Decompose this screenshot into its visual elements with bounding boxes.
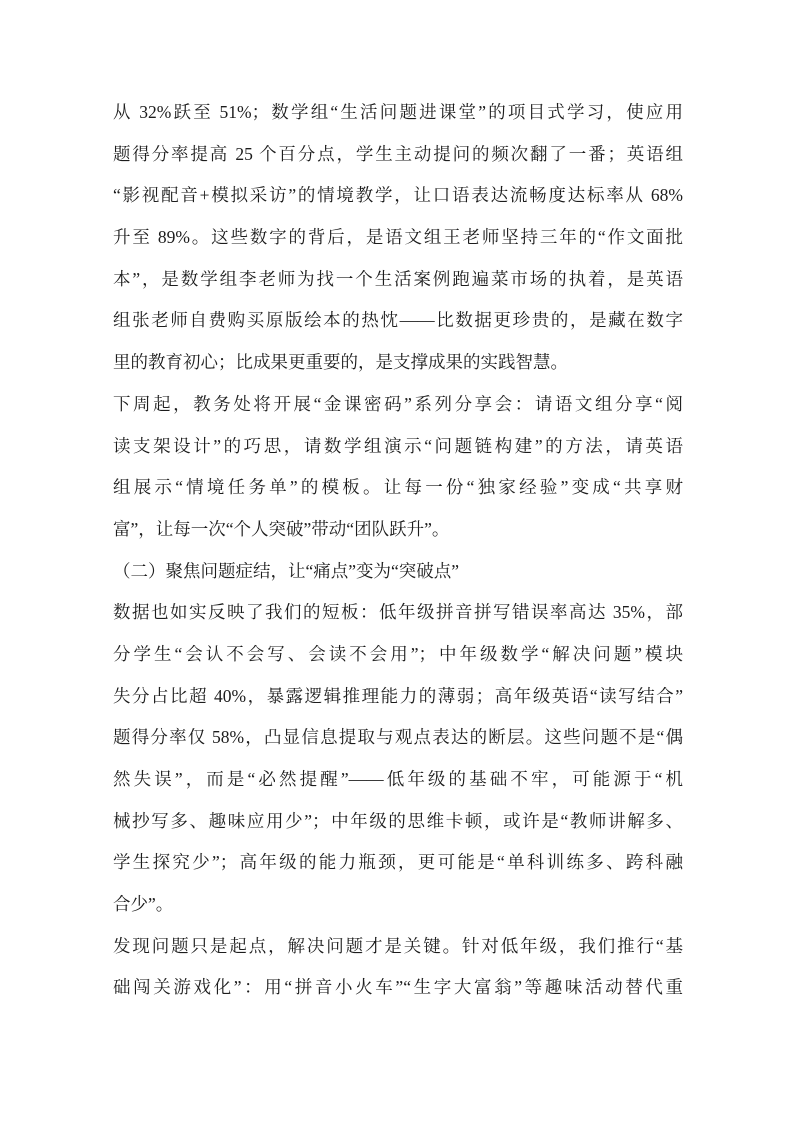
text-line: 数据也如实反映了我们的短板：低年级拼音拼写错误率高达 35%，部 xyxy=(113,602,683,623)
text-line: 组展示“情境任务单”的模板。让每一份“独家经验”变成“共享财 xyxy=(113,477,683,498)
text-line: 下周起，教务处将开展“金课密码”系列分享会：请语文组分享“阅 xyxy=(113,393,683,414)
text-line: 分学生“会认不会写、会读不会用”；中年级数学“解决问题”模块 xyxy=(113,643,683,664)
paragraph-subject-achievements xyxy=(113,92,683,384)
text-line: 失分占比超 40%，暴露逻辑推理能力的薄弱；高年级英语“读写结合” xyxy=(113,685,683,706)
text-line: 富”，让每一次“个人突破”带动“团队跃升”。 xyxy=(113,518,450,539)
text-line: 学生探究少”；高年级的能力瓶颈，更可能是“单科训练多、跨科融 xyxy=(113,852,683,873)
paragraph-sharing-sessions xyxy=(113,384,683,551)
text-line: 里的教育初心；比成果更重要的，是支撑成果的实践智慧。 xyxy=(113,352,568,373)
text-line: 升至 89%。这些数字的背后，是语文组王老师坚持三年的“作文面批 xyxy=(113,227,683,248)
text-line: 础闯关游戏化”：用“拼音小火车”“生字大富翁”等趣味活动替代重 xyxy=(113,977,683,998)
text-block xyxy=(113,92,683,1009)
text-line: 械抄写多、趣味应用少”；中年级的思维卡顿，或许是“教师讲解多、 xyxy=(113,810,683,831)
text-line: “影视配音+模拟采访”的情境教学，让口语表达流畅度达标率从 68% xyxy=(113,185,683,206)
text-line: 从 32%跃至 51%；数学组“生活问题进课堂”的项目式学习，使应用 xyxy=(113,102,683,122)
paragraph-solutions xyxy=(113,926,683,1009)
heading-section-two xyxy=(113,551,683,593)
text-line: 读支架设计”的巧思，请数学组演示“问题链构建”的方法，请英语 xyxy=(113,435,683,456)
text-line: 发现问题只是起点，解决问题才是关键。针对低年级，我们推行“基 xyxy=(113,935,683,956)
text-line: 题得分率仅 58%，凸显信息提取与观点表达的断层。这些问题不是“偶 xyxy=(113,727,683,748)
text-line: 然失误”，而是“必然提醒”——低年级的基础不牢，可能源于“机 xyxy=(113,769,683,789)
paragraph-problem-analysis xyxy=(113,592,683,926)
text-line: 组张老师自费购买原版绘本的热忱——比数据更珍贵的，是藏在数字 xyxy=(113,310,683,331)
heading-line: （二）聚焦问题症结，让“痛点”变为“突破点” xyxy=(113,560,460,581)
text-line: 题得分率提高 25 个百分点，学生主动提问的频次翻了一番；英语组 xyxy=(113,143,683,164)
text-line: 合少”。 xyxy=(113,894,174,915)
text-line: 本”，是数学组李老师为找一个生活案例跑遍菜市场的执着，是英语 xyxy=(113,268,683,289)
